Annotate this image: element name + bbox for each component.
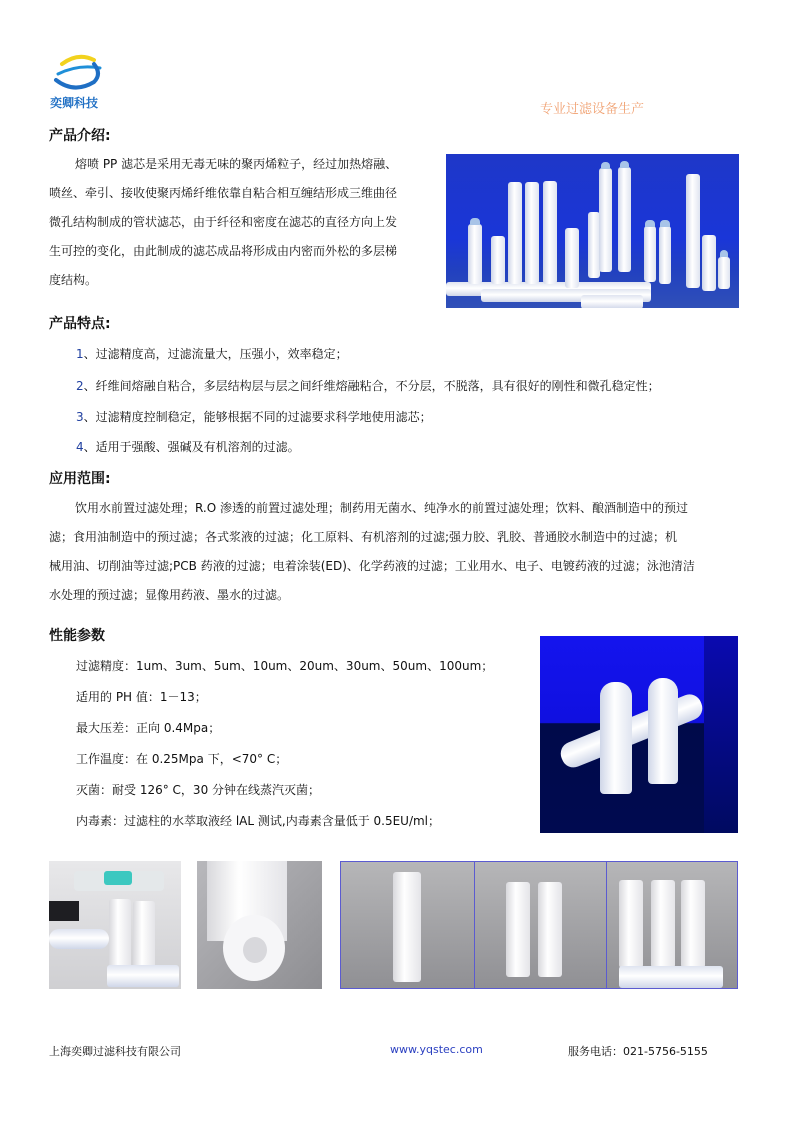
slogan: 专业过滤设备生产 [540, 102, 645, 117]
cartridge-closeup-photo [197, 861, 322, 989]
applications-paragraph [49, 494, 749, 610]
spec-item-precision: 过滤精度：1um、3um、5um、10um、20um、30um、50um、100um； [76, 659, 494, 673]
intro-line: 熔喷 PP 滤芯是采用无毒无味的聚丙烯粒子，经过加热熔融、 [75, 157, 398, 171]
intro-heading: 产品介绍: [49, 128, 111, 144]
logo-text: 奕卿科技 [50, 96, 99, 110]
applications-line: 械用油、切削油等过滤;PCB 药液的过滤；电着涂装(ED)、化学药液的过滤；工业用水、电子、电镀药液的过滤；泳池清洁 [49, 559, 695, 573]
spec-item-pressure: 最大压差：正向 0.4Mpa； [76, 721, 221, 735]
feature-item: 4、适用于强酸、强碱及有机溶剂的过滤。 [76, 440, 300, 454]
applications-line: 饮用水前置过滤处理；R.O 渗透的前置过滤处理；制药用无菌水、纯净水的前置过滤处理；饮料、酿酒制造中的预过 [75, 501, 688, 515]
applications-line: 滤；食用油制造中的预过滤；各式浆液的过滤；化工原料、有机溶剂的过滤;强力胶、乳胶、普通胶水制造中的过滤；机 [49, 530, 678, 544]
feature-item: 3、过滤精度控制稳定，能够根据不同的过滤要求科学地使用滤芯； [76, 410, 432, 424]
footer-company: 上海奕卿过滤科技有限公司 [49, 1045, 181, 1058]
applications-line: 水处理的预过滤；显像用药液、墨水的过滤。 [49, 588, 290, 602]
product-group-photo [446, 154, 739, 308]
ro-system-photo [49, 861, 181, 989]
cartridge-variants-photo [340, 861, 738, 989]
globe-logo-icon [48, 50, 108, 94]
footer-phone: 服务电话：021-5756-5155 [568, 1045, 708, 1058]
applications-heading: 应用范围: [49, 471, 111, 487]
specs-heading: 性能参数 [49, 628, 105, 644]
four-cartridges-pane [607, 862, 737, 988]
two-cartridges-pane [475, 862, 606, 988]
feature-item: 1、过滤精度高，过滤流量大，压强小，效率稳定； [76, 347, 348, 361]
spec-item-ph: 适用的 PH 值：1－13； [76, 690, 207, 704]
features-heading: 产品特点: [49, 316, 111, 332]
product-pair-photo [540, 636, 738, 833]
intro-line: 微孔结构制成的管状滤芯，由于纤径和密度在滤芯的直径方向上发 [49, 215, 398, 229]
intro-line: 生可控的变化，由此制成的滤芯成品将形成由内密而外松的多层梯 [49, 244, 398, 258]
intro-line: 喷丝、牵引、接收使聚丙烯纤维依靠自粘合相互缠结形成三维曲径 [49, 186, 398, 200]
spec-item-endotoxin: 内毒素：过滤柱的水萃取液经 lAL 测试,内毒素含量低于 0.5EU/ml； [76, 814, 441, 828]
footer-website-link[interactable]: www.yqstec.com [390, 1043, 483, 1056]
intro-line: 度结构。 [49, 273, 98, 287]
spec-item-sterilization: 灭菌：耐受 126° C，30 分钟在线蒸汽灭菌； [76, 783, 321, 797]
spec-item-temperature: 工作温度：在 0.25Mpa 下，<70° C； [76, 752, 288, 766]
intro-paragraph [49, 150, 439, 295]
single-cartridge-pane [341, 862, 474, 988]
feature-item: 2、纤维间熔融自粘合，多层结构层与层之间纤维熔融粘合，不分层，不脱落，具有很好的刚性和微孔稳定性； [76, 379, 660, 393]
